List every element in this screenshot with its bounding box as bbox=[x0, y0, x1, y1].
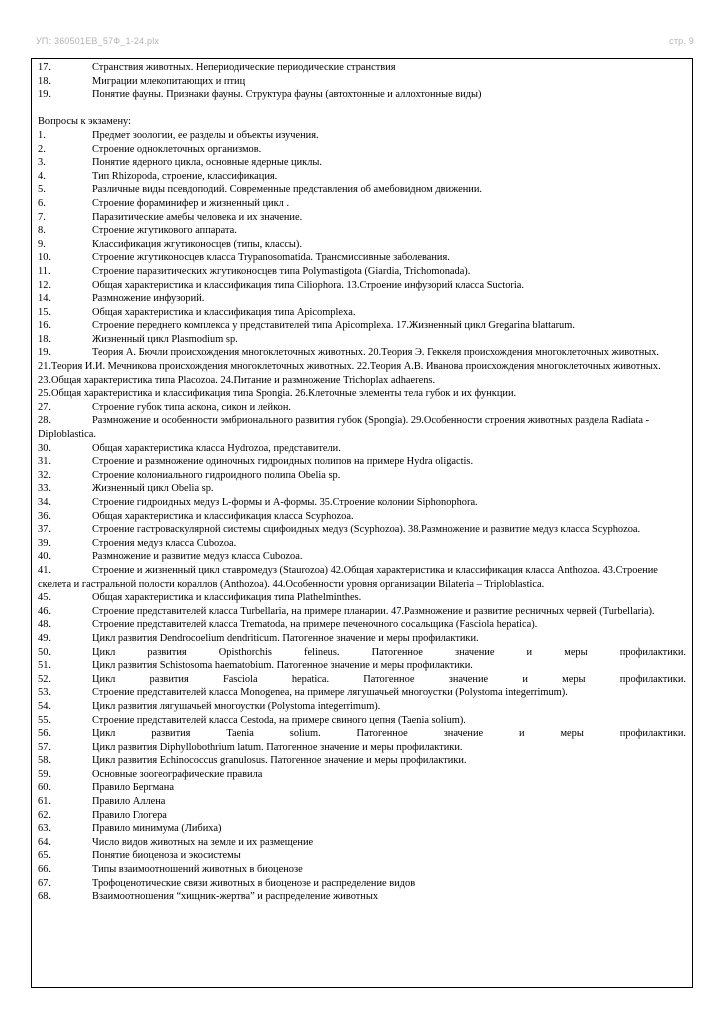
item-number: 8. bbox=[38, 225, 46, 237]
item-text: Размножение инфузорий. bbox=[92, 293, 205, 305]
item-text: Размножение и развитие медуз класса Cubozoa. bbox=[92, 551, 303, 563]
list-item bbox=[38, 496, 686, 510]
item-text: Строения медуз класса Cubozoa. bbox=[92, 537, 237, 549]
list-item bbox=[38, 374, 686, 388]
item-number: 10. bbox=[38, 252, 51, 264]
item-number: 16. bbox=[38, 320, 51, 332]
list-item bbox=[38, 224, 686, 238]
item-number: 40. bbox=[38, 551, 51, 563]
item-text: Понятие фауны. Признаки фауны. Структура фауны (автохтонные и аллохтонные виды) bbox=[92, 89, 482, 101]
item-number: 19. bbox=[38, 347, 51, 359]
item-number: 36. bbox=[38, 510, 51, 522]
list-item bbox=[38, 455, 686, 469]
item-continuation: (Turbellaria). bbox=[599, 605, 655, 617]
item-number: 14. bbox=[38, 293, 51, 305]
list-item bbox=[38, 659, 686, 673]
list-item bbox=[38, 319, 686, 333]
item-continuation: Anthozoa. 43.Строение скелета и гастральной полости кораллов (Anthozoa). 44.Особенности уровня организации Bilateria – Triploblastica. bbox=[38, 564, 658, 590]
item-number: 18. bbox=[38, 333, 51, 345]
item-number: 39. bbox=[38, 537, 51, 549]
item-continuation: движении. bbox=[435, 184, 483, 196]
list-item bbox=[38, 88, 686, 102]
item-number: 4. bbox=[38, 170, 46, 182]
item-text: Основные зоогеографические правила bbox=[92, 768, 263, 780]
list-item bbox=[38, 727, 686, 741]
item-text: Строение представителей класса Cestoda, на примере свиного цепня (Taenia solium). bbox=[92, 714, 466, 726]
list-item bbox=[38, 618, 686, 632]
list-item bbox=[38, 686, 686, 700]
item-text: Миграции млекопитающих и птиц bbox=[92, 75, 246, 87]
list-item bbox=[38, 143, 686, 157]
item-continuation: многоклеточных животных. bbox=[536, 361, 661, 373]
item-text: Правило Бергмана bbox=[92, 782, 174, 794]
item-text: Правило Глогера bbox=[92, 809, 167, 821]
item-number: 49. bbox=[38, 632, 51, 644]
list-item bbox=[38, 306, 686, 320]
list-item bbox=[38, 360, 686, 374]
item-text: Строение одноклеточных организмов. bbox=[92, 143, 262, 155]
item-number: 60. bbox=[38, 782, 51, 794]
item-text: Строение колониального гидроидного полипа Obelia sp. bbox=[92, 469, 341, 481]
item-text: Цикл развития Fasciola hepatica. Патогенное значение и меры профилактики. bbox=[92, 673, 686, 685]
item-number: 57. bbox=[38, 741, 51, 753]
list-item bbox=[38, 863, 686, 877]
item-number: 65. bbox=[38, 850, 51, 862]
list-item bbox=[38, 890, 686, 904]
list-item bbox=[38, 781, 686, 795]
list-item bbox=[38, 646, 686, 660]
item-number: 55. bbox=[38, 714, 51, 726]
item-text: Строение губок типа аскона, сикон и лейкон. bbox=[92, 401, 291, 413]
list-item bbox=[38, 741, 686, 755]
item-number: 61. bbox=[38, 796, 51, 808]
item-number: 9. bbox=[38, 238, 46, 250]
list-item bbox=[38, 251, 686, 265]
item-text: Общая характеристика и классификация класса Scyphozoa. bbox=[92, 510, 354, 522]
item-text: Теория А. Бючли происхождения многоклеточных животных. 20.Теория Э. Геккеля происхождения bbox=[92, 347, 533, 359]
item-text: Строение гастроваскулярной системы сцифоидных медуз (Scyphozoa). 38.Размножение и развитие медуз класса bbox=[92, 524, 590, 536]
item-text: Понятие биоценоза и экосистемы bbox=[92, 850, 241, 862]
item-text: Строение переднего комплекса у представителей типа Apicomplexa. 17.Жизненный цикл Gregarina blattarum. bbox=[92, 320, 575, 332]
item-text: Цикл развития Echinococcus granulosus. Патогенное значение и меры профилактики. bbox=[92, 755, 467, 767]
item-number: 5. bbox=[38, 184, 46, 196]
item-number: 67. bbox=[38, 877, 51, 889]
item-text: Цикл развития Taenia solium. Патогенное значение и меры профилактики. bbox=[92, 728, 686, 740]
item-text: Строение представителей класса Turbellaria, на примере планарии. 47.Размножение и развитие ресничных червей bbox=[92, 605, 597, 617]
item-text: Цикл развития Schistosoma haematobium. Патогенное значение и меры профилактики. bbox=[92, 660, 473, 672]
list-item bbox=[38, 754, 686, 768]
list-item bbox=[38, 523, 686, 537]
list-item bbox=[38, 605, 686, 619]
item-number: 48. bbox=[38, 619, 51, 631]
item-text: Строение и размножение одиночных гидроидных полипов на примере Hydra oligactis. bbox=[92, 456, 474, 468]
list-item bbox=[38, 265, 686, 279]
item-number: 52. bbox=[38, 673, 51, 685]
item-number: 62. bbox=[38, 809, 51, 821]
list-item bbox=[38, 795, 686, 809]
item-number: 54. bbox=[38, 700, 51, 712]
item-text: Цикл развития Opisthorchis felineus. Патогенное значение и меры профилактики. bbox=[92, 646, 686, 658]
list-item bbox=[38, 877, 686, 891]
item-number: 66. bbox=[38, 864, 51, 876]
item-number: 11. bbox=[38, 265, 51, 277]
list-item bbox=[38, 768, 686, 782]
item-continuation: раздела Radiata - Diploblastica. bbox=[38, 415, 650, 441]
item-number: 68. bbox=[38, 891, 51, 903]
exam-heading: Вопросы к экзамену: bbox=[38, 116, 131, 128]
list-item bbox=[38, 183, 686, 197]
list-item bbox=[38, 279, 686, 293]
list-item bbox=[38, 809, 686, 823]
list-item bbox=[38, 564, 686, 591]
item-number: 50. bbox=[38, 646, 51, 658]
item-text: Размножение и особенности эмбрионального развития губок (Spongia). 29.Особенности строения животных bbox=[92, 415, 573, 427]
item-number: 32. bbox=[38, 469, 51, 481]
item-text: Жизненный цикл Plasmodium sp. bbox=[92, 333, 238, 345]
item-text: Число видов животных на земле и их размещение bbox=[92, 836, 314, 848]
item-text: Жизненный цикл Obelia sp. bbox=[92, 483, 214, 495]
exam-question-list bbox=[38, 129, 686, 904]
item-text: Строение жгутиконосцев класса Trypanosomatida. Трансмиссивные заболевания. bbox=[92, 252, 450, 264]
item-text: Взаимоотношения “хищник-жертва” и распределение животных bbox=[92, 891, 379, 903]
item-text: Трофоценотические связи животных в биоценозе и распределение видов bbox=[92, 877, 416, 889]
item-text: Строение паразитических жгутиконосцев типа Polymastigota (Giardia, Trichomonada). bbox=[92, 265, 471, 277]
item-number: 58. bbox=[38, 755, 51, 767]
item-number: 41. bbox=[38, 564, 51, 576]
blank-line bbox=[38, 102, 686, 116]
item-number: 53. bbox=[38, 687, 51, 699]
item-number: 51. bbox=[38, 660, 51, 672]
item-number: 45. bbox=[38, 592, 51, 604]
list-item bbox=[38, 333, 686, 347]
item-text: Различные виды псевдоподий. Современные представления об амебовидном bbox=[92, 184, 433, 196]
list-item bbox=[38, 61, 686, 75]
item-text: Правило минимума (Либиха) bbox=[92, 823, 222, 835]
item-text: Общая характеристика и классификация типа Apicomplexa. bbox=[92, 306, 356, 318]
page-number: стр. 9 bbox=[669, 36, 694, 46]
list-item bbox=[38, 632, 686, 646]
item-number: 37. bbox=[38, 524, 51, 536]
item-text: Правило Аллена bbox=[92, 796, 166, 808]
list-item bbox=[38, 292, 686, 306]
item-text: Цикл развития Dendrocoelium dendriticum. Патогенное значение и меры профилактики. bbox=[92, 632, 479, 644]
item-number: 15. bbox=[38, 306, 51, 318]
item-text: Общая характеристика и классификация типа Plathelminthes. bbox=[92, 592, 362, 604]
list-item bbox=[38, 401, 686, 415]
item-text: Понятие ядерного цикла, основные ядерные циклы. bbox=[92, 157, 322, 169]
list-item bbox=[38, 129, 686, 143]
list-item bbox=[38, 211, 686, 225]
item-text: Строение фораминифер и жизненный цикл . bbox=[92, 197, 290, 209]
item-text: Общая характеристика и классификация типа Ciliophora. 13.Строение инфузорий класса Suctoria. bbox=[92, 279, 524, 291]
item-number: 59. bbox=[38, 768, 51, 780]
item-text: Типы взаимоотношений животных в биоценозе bbox=[92, 864, 303, 876]
list-item bbox=[38, 156, 686, 170]
item-number: 18. bbox=[38, 75, 51, 87]
list-item bbox=[38, 197, 686, 211]
document-frame bbox=[31, 58, 693, 988]
item-number: 34. bbox=[38, 497, 51, 508]
item-number: 3. bbox=[38, 157, 46, 169]
item-text: Странствия животных. Непериодические периодические странствия bbox=[92, 62, 396, 73]
list-item bbox=[38, 537, 686, 551]
item-number: 27. bbox=[38, 401, 51, 413]
item-text: Паразитические амебы человека и их значение. bbox=[92, 211, 303, 223]
list-item bbox=[38, 75, 686, 89]
top-list bbox=[38, 61, 686, 102]
item-text: 21.Теория И.И. Мечникова происхождения многоклеточных животных. 22.Теория А.В. Иванова происхождения bbox=[38, 361, 535, 373]
item-number: 2. bbox=[38, 143, 46, 155]
list-item bbox=[38, 591, 686, 605]
list-item bbox=[38, 482, 686, 496]
item-text: Строение гидроидных медуз L-формы и A-формы. 35.Строение колонии Siphonophora. bbox=[92, 497, 478, 508]
item-number: 64. bbox=[38, 836, 51, 848]
list-item bbox=[38, 387, 686, 401]
item-text: Предмет зоологии, ее разделы и объекты изучения. bbox=[92, 129, 319, 141]
item-text: Цикл развития Diphyllobothrium latum. Патогенное значение и меры профилактики. bbox=[92, 741, 463, 753]
list-item bbox=[38, 510, 686, 524]
item-number: 12. bbox=[38, 279, 51, 291]
item-number: 31. bbox=[38, 456, 51, 468]
list-item bbox=[38, 714, 686, 728]
item-number: 30. bbox=[38, 442, 51, 454]
document-header-left: УП: 360501ЕВ_57Ф_1-24.plx bbox=[36, 36, 160, 46]
item-text: Строение и жизненный цикл ставромедуз (Staurozoa) 42.Общая характеристика и классификация класса bbox=[92, 564, 555, 576]
item-continuation: Scyphozoa. bbox=[591, 524, 641, 536]
item-number: 63. bbox=[38, 823, 51, 835]
item-text: Общая характеристика класса Hydrozoa, представители. bbox=[92, 442, 341, 454]
item-text: Строение представителей класса Monogenea, на примере лягушачьей многоустки (Polystoma integerrimum). bbox=[92, 687, 568, 699]
list-item bbox=[38, 550, 686, 564]
item-number: 1. bbox=[38, 129, 46, 141]
list-item bbox=[38, 238, 686, 252]
item-continuation: многоклеточных животных. bbox=[535, 347, 660, 359]
list-item bbox=[38, 836, 686, 850]
item-text: Тип Rhizopoda, строение, классификация. bbox=[92, 170, 278, 182]
item-number: 19. bbox=[38, 89, 51, 101]
list-item bbox=[38, 414, 686, 441]
list-item bbox=[38, 346, 686, 360]
item-text: 23.Общая характеристика типа Placozoa. 24.Питание и размножение Trichoplax adhaerens. bbox=[38, 374, 436, 386]
list-item bbox=[38, 700, 686, 714]
item-number: 46. bbox=[38, 605, 51, 617]
list-item bbox=[38, 469, 686, 483]
item-text: Цикл развития лягушачьей многоустки (Polystoma integerrimum). bbox=[92, 700, 381, 712]
list-item bbox=[38, 849, 686, 863]
item-text: Строение жгутикового аппарата. bbox=[92, 225, 237, 237]
item-number: 6. bbox=[38, 197, 46, 209]
list-item bbox=[38, 170, 686, 184]
item-number: 33. bbox=[38, 483, 51, 495]
list-item bbox=[38, 673, 686, 687]
list-item bbox=[38, 822, 686, 836]
item-number: 17. bbox=[38, 62, 51, 73]
item-number: 28. bbox=[38, 415, 51, 427]
item-text: Классификация жгутиконосцев (типы, классы). bbox=[92, 238, 302, 250]
item-text: Строение представителей класса Trematoda, на примере печеночного сосальщика (Fasciola hepatica). bbox=[92, 619, 538, 631]
item-number: 56. bbox=[38, 728, 51, 740]
item-text: 25.Общая характеристика и классификация типа Spongia. 26.Клеточные элементы тела губок и их функции. bbox=[38, 388, 517, 400]
list-item bbox=[38, 442, 686, 456]
item-number: 7. bbox=[38, 211, 46, 223]
